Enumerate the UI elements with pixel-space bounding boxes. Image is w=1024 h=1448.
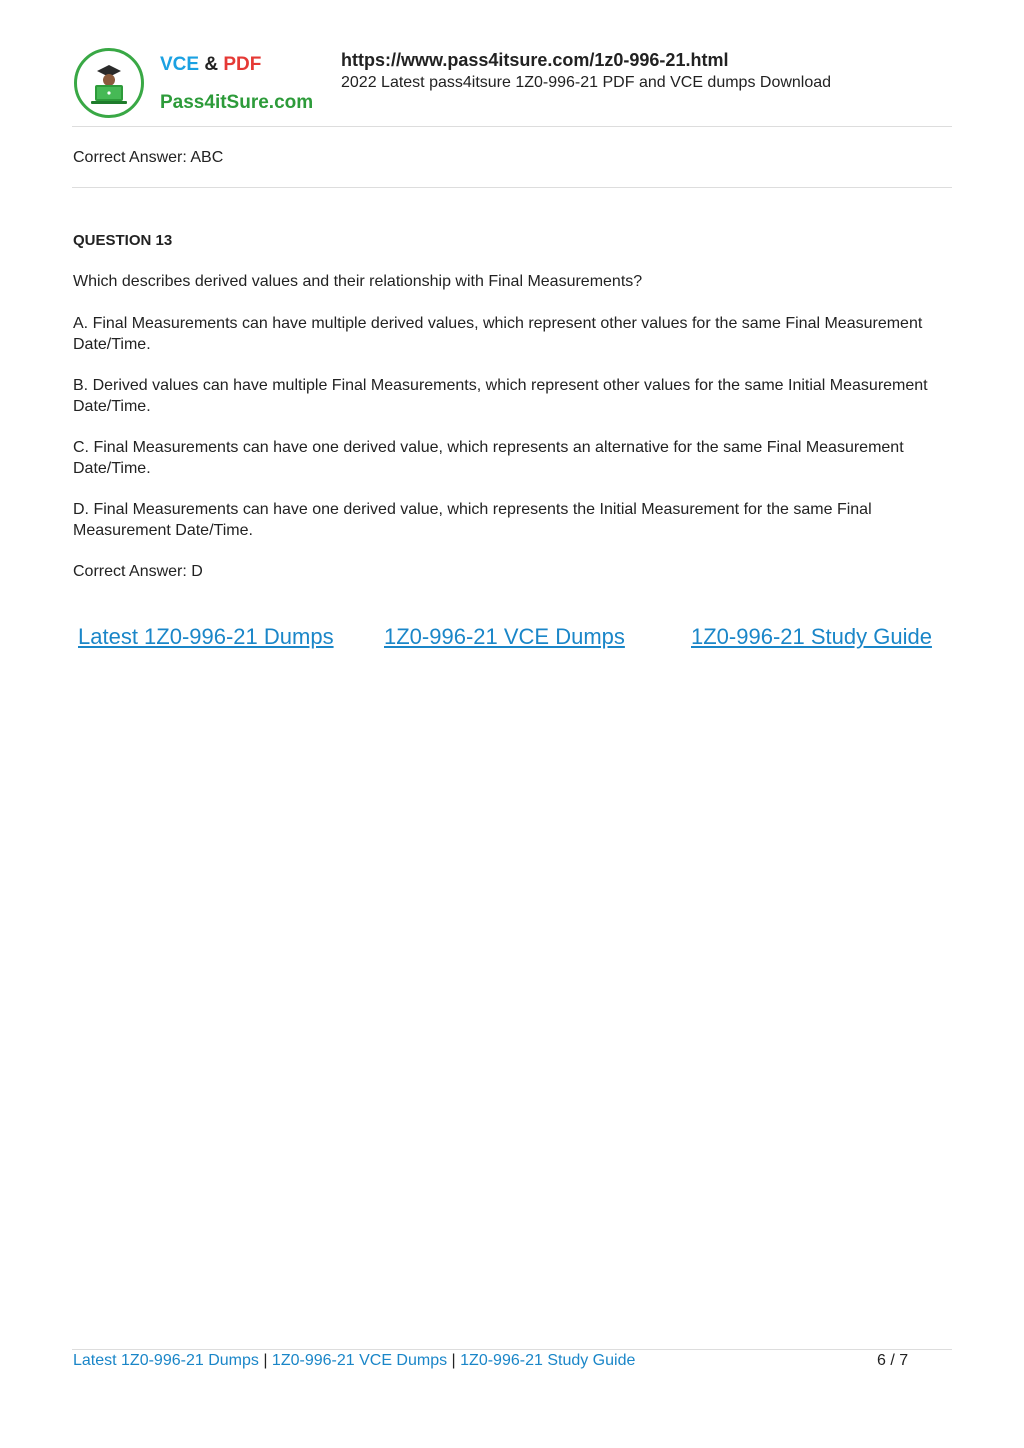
footer-vce-link[interactable]: 1Z0-996-21 VCE Dumps: [271, 1352, 448, 1369]
footer-separator-1: |: [258, 1352, 272, 1369]
correct-answer: Correct Answer: D: [73, 563, 203, 580]
question-title: QUESTION 13: [73, 232, 173, 249]
header-subtitle: 2022 Latest pass4itsure 1Z0-996-21 PDF and VCE dumps Download: [341, 74, 832, 91]
option-d: D. Final Measurements can have one derived value, which represents the Initial Measurement for the same Final Measurement Date/Time.: [73, 501, 872, 539]
logo-brand-line2: Pass4itSure.com: [160, 92, 314, 113]
option-a: A. Final Measurements can have multiple derived values, which represent other values for the same Final Measurement Date/Time.: [73, 315, 923, 353]
site-logo[interactable]: [72, 46, 322, 124]
footer-links: [73, 1352, 635, 1370]
footer-separator-2: |: [447, 1352, 461, 1369]
section-divider: [72, 187, 952, 188]
graduate-laptop-icon: [77, 51, 141, 115]
page-number: 6 / 7: [877, 1352, 909, 1369]
header-divider: [72, 126, 952, 127]
option-c: C. Final Measurements can have one derived value, which represents an alternative for the same Final Measurement Date/Time.: [73, 439, 904, 477]
option-b: B. Derived values can have multiple Final Measurements, which represent other values for the same Initial Measurement Date/Time.: [73, 377, 928, 415]
latest-dumps-link[interactable]: Latest 1Z0-996-21 Dumps: [78, 624, 334, 649]
logo-amp-text: &: [199, 54, 224, 75]
vce-dumps-link[interactable]: 1Z0-996-21 VCE Dumps: [384, 624, 625, 649]
logo-vce-text: VCE: [160, 54, 200, 75]
previous-correct-answer: Correct Answer: ABC: [73, 149, 224, 166]
study-guide-link[interactable]: 1Z0-996-21 Study Guide: [691, 624, 932, 649]
logo-pdf-text: PDF: [223, 54, 262, 75]
logo-badge: [74, 48, 144, 118]
promo-links: [0, 624, 1024, 654]
question-prompt: Which describes derived values and their relationship with Final Measurements?: [73, 273, 643, 290]
footer-study-link[interactable]: 1Z0-996-21 Study Guide: [460, 1352, 636, 1369]
header-url[interactable]: https://www.pass4itsure.com/1z0-996-21.html: [341, 50, 729, 70]
footer-latest-link[interactable]: Latest 1Z0-996-21 Dumps: [73, 1352, 259, 1369]
logo-brand-line1: [160, 54, 261, 76]
footer-divider: [72, 1349, 952, 1350]
